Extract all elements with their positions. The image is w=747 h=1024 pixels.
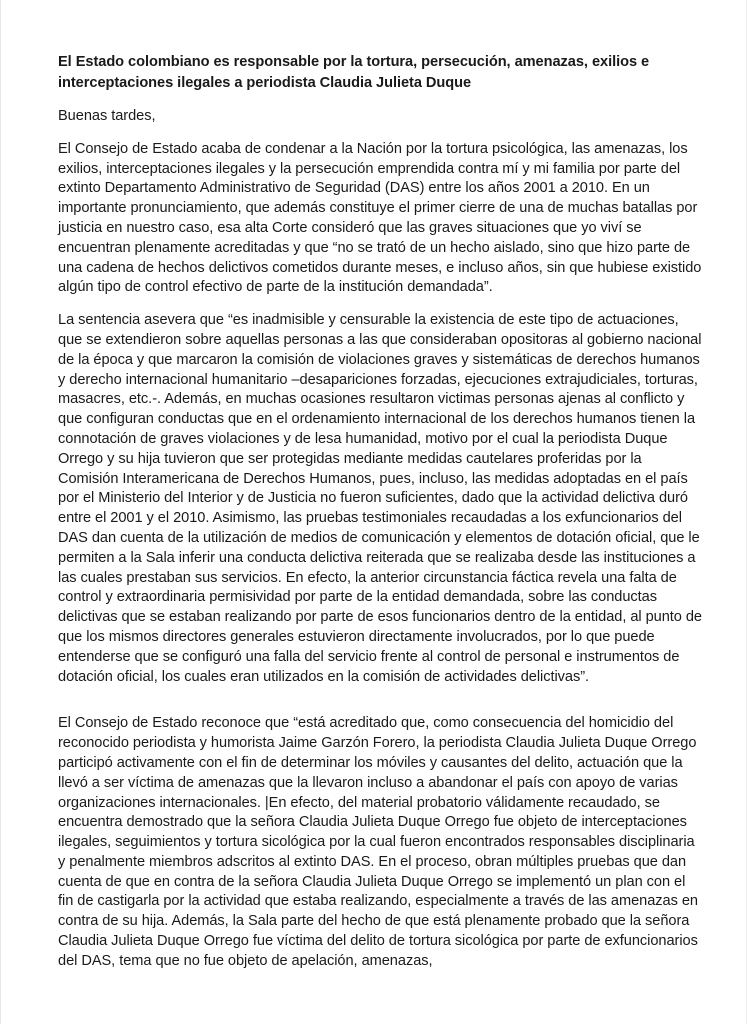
paragraph-2: La sentencia asevera que “es inadmisible y censurable la existencia de este tipo de actuaciones, que se extendieron sobre aquellas personas a las que consideraban opositoras al gobierno nacional de la época y que marcaron la comisión de violaciones graves y sistemáticas de derechos humanos y derecho internacional humanitario –desapariciones forzadas, ejecuciones extrajudiciales, torturas, masacres, etc.-. Además, en muchas ocasiones resultaron victimas personas ajenas al conflicto y que configuran conductas que en el ordenamiento internacional de los derechos humanos tienen la connotación de graves violaciones y de lesa humanidad, motivo por el cual la periodista Duque Orrego y su hija tuvieron que ser protegidas mediante medidas cautelares proferidas por la Comisión Interamericana de Derechos Humanos, pues, incluso, las medidas adoptadas en el país por el Ministerio del Interior y de Justicia no fueron suficientes, dado que la actividad delictiva duró entre el 2001 y el 2010. Asimismo, las pruebas testimoniales recaudadas a los exfuncionarios del DAS dan cuenta de la utilización de medios de comunicación y elementos de dotación oficial, que le permiten a la Sala inferir una conducta delictiva reiterada que se realizaba desde las instituciones a las cuales prestaban sus servicios. En efecto, la anterior circunstancia fáctica revela una falta de control y extraordinaria permisividad por parte de la entidad demandada, sobre las conductas delictivas que se estaban realizando por parte de esos funcionarios dentro de la entidad, al punto de que los mismos directores generales estuvieron directamente involucrados, por lo que puede entenderse que se configuró una falla del servicio frente al control de personal e instrumentos de dotación oficial, los cuales eran utilizados en la comisión de actividades delictivas”. <box>58 312 703 685</box>
document-body <box>58 52 703 985</box>
paragraph-1: El Consejo de Estado acaba de condenar a la Nación por la tortura psicológica, las amenazas, los exilios, interceptaciones ilegales y la persecución emprendida contra mí y mi familia por parte del extinto Departamento Administrativo de Seguridad (DAS) entre los años 2001 a 2010. En un importante pronunciamiento, que además constituye el primer cierre de una de muchas batallas por justicia en nuestro caso, esa alta Corte consideró que las graves situaciones que yo viví se encuentran plenamente acreditadas y que “no se trató de un hecho aislado, sino que hizo parte de una cadena de hechos delictivos cometidos durante meses, e incluso años, sin que hubiese existido algún tipo de control efectivo de parte de la institución demandada”. <box>58 140 702 296</box>
greeting: Buenas tardes, <box>58 108 156 124</box>
paragraph-3: El Consejo de Estado reconoce que “está acreditado que, como consecuencia del homicidio del reconocido periodista y humorista Jaime Garzón Forero, la periodista Claudia Julieta Duque Orrego participó activamente con el fin de determinar los móviles y causantes del delito, actuación que la llevó a ser víctima de amenazas que la llevaron incluso a abandonar el país con apoyo de varias organizaciones internacionales. |En efecto, del material probatorio válidamente recaudado, se encuentra demostrado que la señora Claudia Julieta Duque Orrego fue objeto de interceptaciones ilegales, seguimientos y tortura sicológica por la cual fueron encontrados responsables disciplinaria y penalmente miembros adscritos al extinto DAS. En el proceso, obran múltiples pruebas que dan cuenta de que en contra de la señora Claudia Julieta Duque Orrego se implementó un plan con el fin de castigarla por la actividad que estaba realizando, especialmente a través de las amenazas en contra de su hija. Además, la Sala parte del hecho de que está plenamente probado que la señora Claudia Julieta Duque Orrego fue víctima del delito de tortura sicológica por parte de exfuncionarios del DAS, tema que no fue objeto de apelación, amenazas, <box>58 715 698 969</box>
document-title: El Estado colombiano es responsable por la tortura, persecución, amenazas, exilios e interceptaciones ilegales a periodista Claudia Julieta Duque <box>58 54 650 91</box>
